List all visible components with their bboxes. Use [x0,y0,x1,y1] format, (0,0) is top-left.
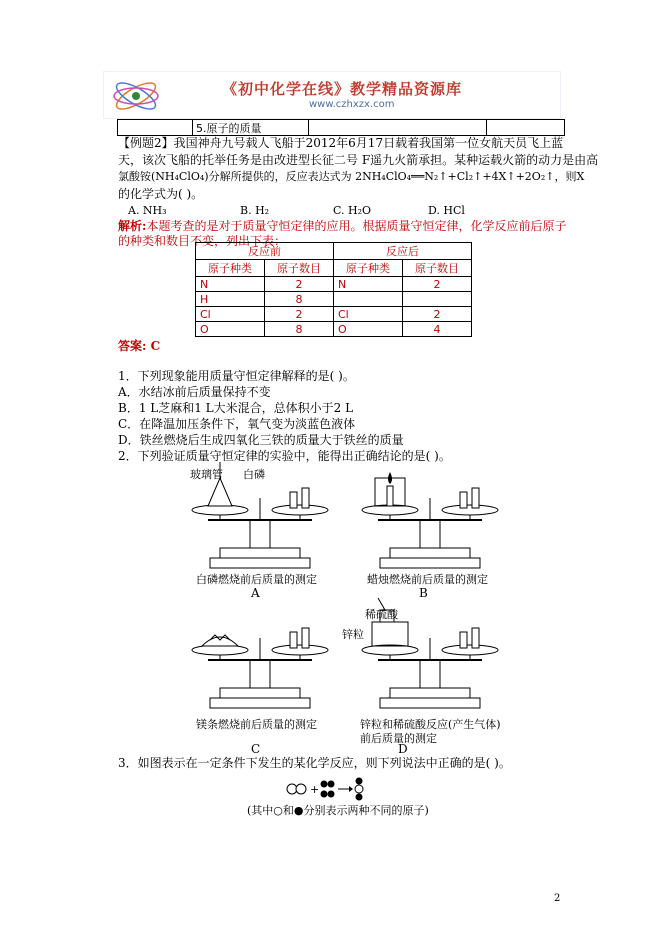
q1-option-a: A．水结冰前后质量保持不变 [118,385,271,399]
table-row [196,322,472,337]
figure-letter-a: A [251,586,260,600]
section-cell-empty [346,120,487,135]
section-label: 5.原子的质量 [196,122,262,135]
banner-url: www.czhxzx.com [309,99,395,110]
table-cell [334,292,403,307]
example-line-3: 氯酸铵(NH₄ClO₄)分解所提供的，反应表达式为 2NH₄ClO₄══N₂↑+Cl₂↑+4X↑+2O₂↑，则X [118,170,585,183]
analysis-label: 解析: [118,219,147,233]
q3-stem: 3．如图表示在一定条件下发生的某化学反应，则下列说法中正确的是( )。 [118,756,511,770]
caption-c: 镁条燃烧前后质量的测定 [196,718,317,731]
example-line-2: 天，该次飞船的托举任务是由改进型长征二号 F遥九火箭承担。某种运载火箭的动力是由高 [118,153,599,167]
table-cell: 2 [403,307,472,322]
table-cell: 2 [265,307,334,322]
page-number: 2 [554,893,561,904]
atom-logo-icon [108,76,168,114]
table-cell: N [334,277,403,292]
table-cell: H [196,292,265,307]
q3-note: (其中○和●分别表示两种不同的原子) [247,804,429,817]
table-sub-header: 原子种类 [334,260,403,277]
label-glass-tube: 玻璃管 [190,468,223,481]
table-sub-header: 原子数目 [265,260,334,277]
example-line-4: 的化学式为( )。 [118,187,204,201]
caption-d: 锌粒和稀硫酸反应(产生气体) [360,718,501,731]
option-b: B. H₂ [240,204,270,217]
answer-label: 答案: [118,339,147,353]
header-banner [103,71,561,119]
option-d: D. HCl [428,204,465,217]
label-zinc: 锌粒 [342,628,364,641]
figure-letter-d: D [398,742,408,756]
balance-b-icon [362,472,498,568]
table-sub-header: 原子种类 [196,260,265,277]
option-c: C. H₂O [333,204,372,217]
table-group-header-row [196,243,472,260]
table-sub-header: 原子数目 [403,260,472,277]
table-cell: O [334,322,403,337]
balance-figures [180,462,510,752]
table-group-header: 反应后 [334,243,472,260]
answer-value: C [150,339,161,353]
banner-title: 《初中化学在线》教学精品资源库 [222,80,463,98]
answer-line [118,338,160,354]
caption-b: 蜡烛燃烧前后质量的测定 [367,573,488,586]
option-a: A. NH₃ [128,204,167,217]
table-cell: Cl [196,307,265,322]
table-row [196,277,472,292]
table-cell: Cl [334,307,403,322]
table-cell: 8 [265,292,334,307]
svg-text:+: + [310,783,320,796]
table-cell: N [196,277,265,292]
analysis-line-2: 的种类和数目不变，列出下表： [118,234,287,248]
table-cell: 8 [265,322,334,337]
label-white-phosphorus: 白磷 [243,468,265,481]
section-bar [117,119,565,136]
reaction-diagram-icon [286,776,366,802]
caption-d-2: 前后质量的测定 [360,732,437,745]
table-cell: 2 [265,277,334,292]
q2-stem: 2．下列验证质量守恒定律的实验中，能得出正确结论的是( )。 [118,449,451,463]
atom-table [195,242,472,337]
balance-c-icon [192,628,328,708]
analysis-line-1 [118,218,566,234]
figure-letter-c: C [251,742,261,756]
q1-option-c: C．在降温加压条件下，氧气变为淡蓝色液体 [118,417,356,431]
table-cell [403,292,472,307]
table-row [196,307,472,322]
q1-option-d: D．铁丝燃烧后生成四氧化三铁的质量大于铁丝的质量 [118,433,404,447]
figure-letter-b: B [419,586,428,600]
table-cell: O [196,322,265,337]
q1-option-b: B．1 L芝麻和1 L大米混合，总体积小于2 L [118,401,354,415]
label-dilute-sulfuric-acid: 稀硫酸 [365,608,398,621]
example-line-1: 【例题2】我国神舟九号载人飞船于2012年6月17日载着我国第一位女航天员飞上蓝 [118,136,564,150]
table-group-header: 反应前 [196,243,334,260]
caption-a: 白磷燃烧前后质量的测定 [196,573,317,586]
table-sub-header-row [196,260,472,277]
analysis-text-1: 本题考查的是对于质量守恒定律的应用。根据质量守恒定律，化学反应前后原子 [146,219,567,233]
table-row [196,292,472,307]
q1-stem: 1．下列现象能用质量守恒定律解释的是( )。 [118,369,355,383]
table-cell: 4 [403,322,472,337]
table-cell: 2 [403,277,472,292]
